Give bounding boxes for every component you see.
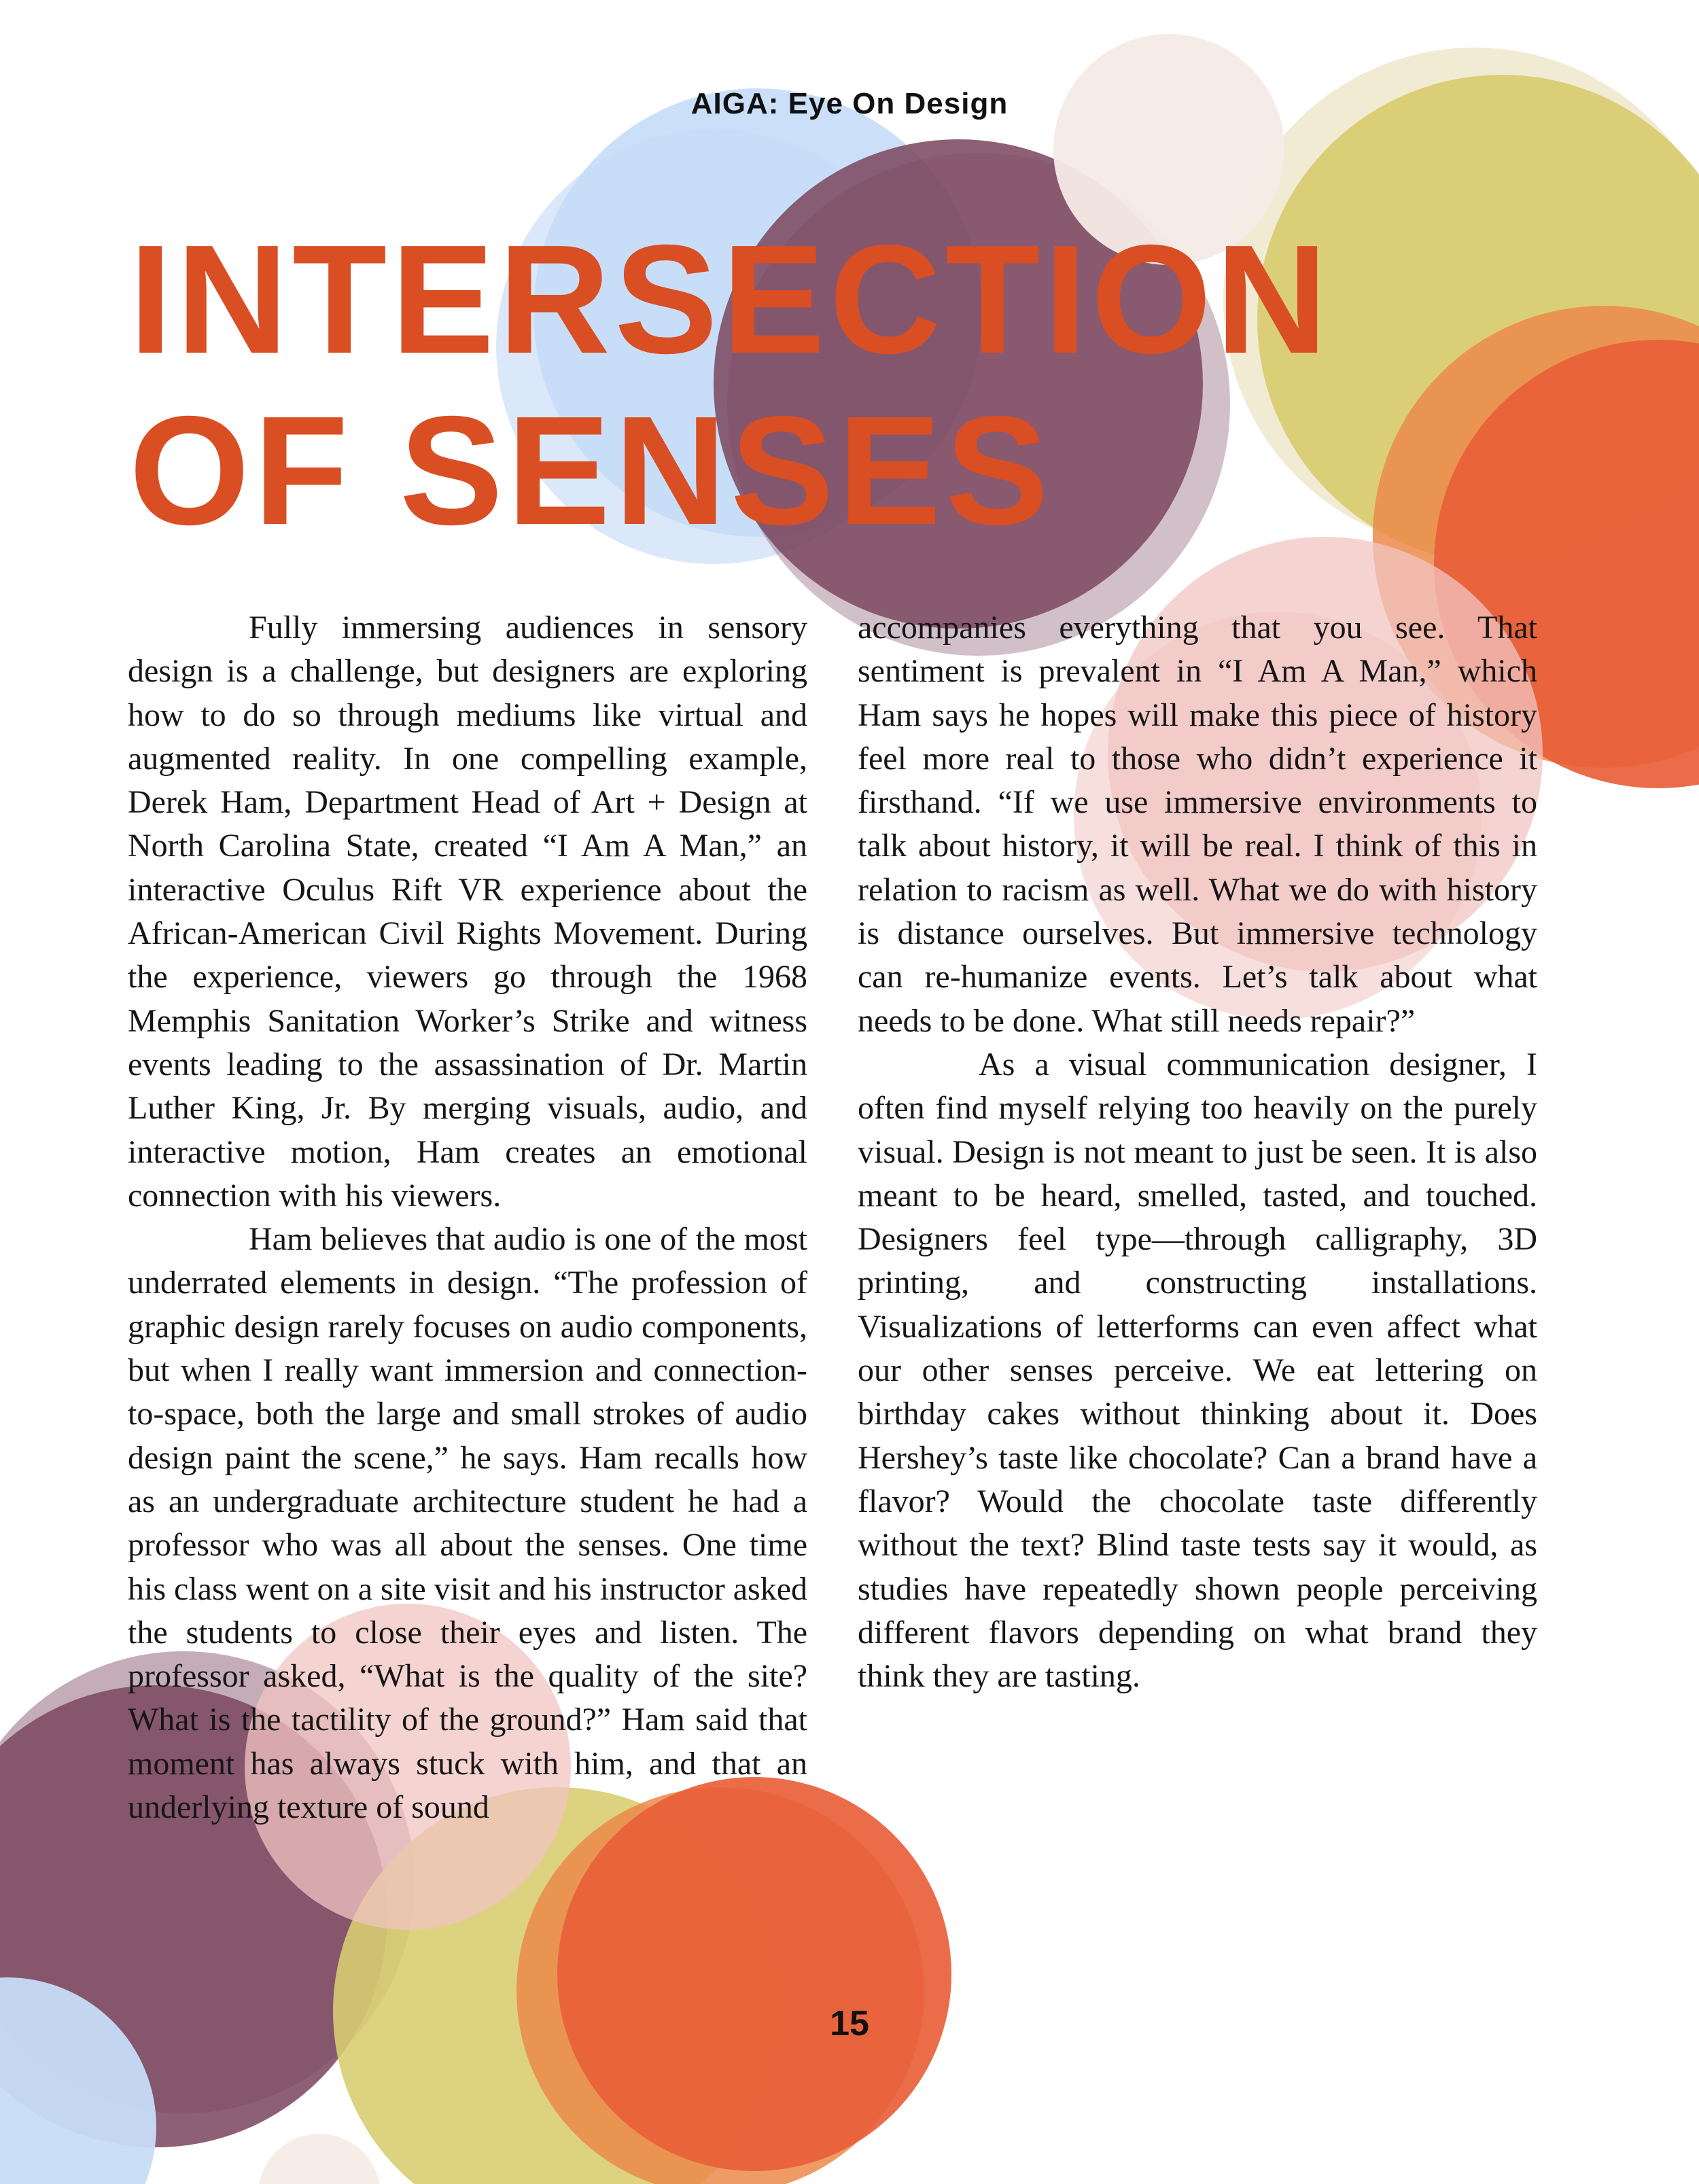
- paragraph: As a visual communication designer, I often find myself relying too heavily on the purely visual. Design is not meant to just be seen. It is also meant to be heard, smelled, tasted, and touched. Designers feel type—through calligraphy, 3D printing, and constructing installations. Visualizations of letterforms can even affect what our other senses perceive. We eat lettering on birthday cakes without thinking about it. Does Hershey’s taste like chocolate? Can a brand have a flavor? Would the chocolate taste differently without the text? Blind taste tests say it would, as studies have repeatedly shown people perceiving different flavors depending on what brand they think they are tasting.: [858, 1046, 1537, 1695]
- article-title: [129, 214, 1658, 557]
- publication-header: AIGA: Eye On Design: [690, 87, 1009, 120]
- title-line-1: INTERSECTION: [129, 213, 1332, 386]
- paragraph: Ham believes that audio is one of the most underrated elements in design. “The profession of graphic design rarely focuses on audio components, but when I really want immersion and connection-to-space, both the large and small strokes of audio design paint the scene,” he says. Ham recalls how as an undergraduate architecture student he had a professor who was all about the senses. One time his class went on a site visit and his instructor asked the students to close their eyes and listen. The professor asked, “What is the quality of the site? What is the tactility of the ground?” Ham said that moment has always stuck with him, and that an underlying texture of sound: [128, 1221, 807, 1826]
- paragraph: Fully immersing audiences in sensory design is a challenge, but designers are exploring how to do so through mediums like virtual and augmented reality. In one compelling example, Derek Ham, Department Head of Art + Design at North Carolina State, created “I Am A Man,” an interactive Oculus Rift VR experience about the African-American Civil Rights Movement. During the experience, viewers go through the 1968 Memphis Sanitation Worker’s Strike and witness events leading to the assassination of Dr. Martin Luther King, Jr. By merging visuals, audio, and interactive motion, Ham creates an emotional connection with his viewers.: [128, 610, 807, 1214]
- paragraph-continued: accompanies everything that you see. That sentiment is prevalent in “I Am A Man,” which Ham says he hopes will make this piece of history feel more real to those who didn’t experience it firsthand. “If we use immersive environments to talk about history, it will be real. I think of this in relation to racism as well. What we do with history is distance ourselves. But immersive technology can re-humanize events. Let’s talk about what needs to be done. What still needs repair?”: [858, 610, 1537, 1039]
- article-column-left: [128, 606, 807, 1829]
- circle-orange-red-bottom: [557, 1777, 951, 2171]
- title-line-2: OF SENSES: [129, 385, 1053, 557]
- article-column-right: [858, 606, 1537, 1698]
- circle-pale-peach-bottom: [258, 2134, 381, 2184]
- page-number: 15: [830, 2004, 869, 2043]
